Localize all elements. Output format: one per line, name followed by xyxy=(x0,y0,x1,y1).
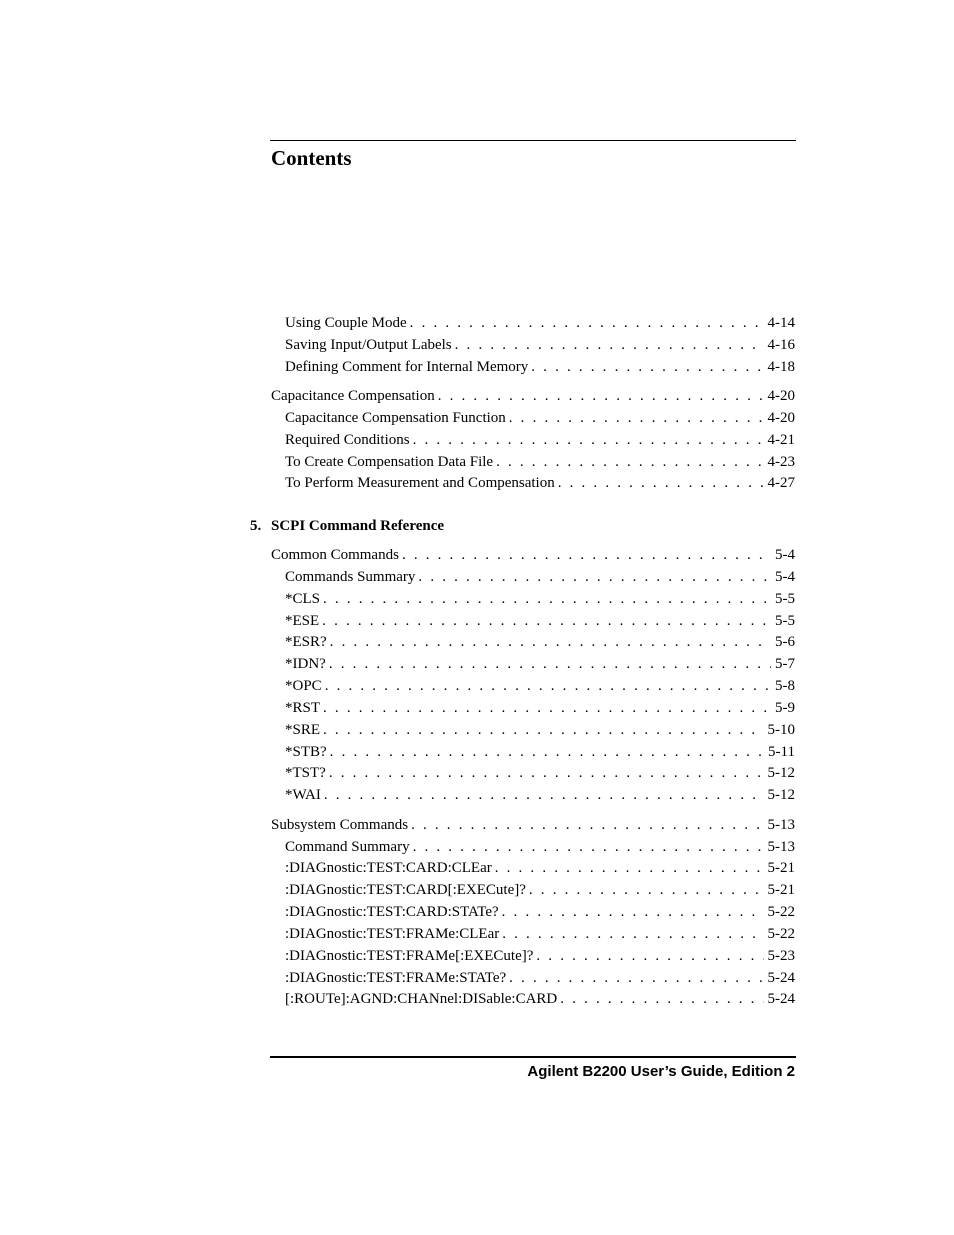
toc-entry[interactable] xyxy=(285,698,795,718)
toc-entry[interactable] xyxy=(285,335,795,355)
toc-entry-label: *WAI xyxy=(285,787,321,803)
toc-entry-page: 5-23 xyxy=(767,948,795,964)
toc-entry-page: 5-5 xyxy=(775,613,795,629)
toc-entry[interactable] xyxy=(285,946,795,966)
toc-leader-dots xyxy=(330,742,764,762)
toc-entry-page: 5-24 xyxy=(767,970,795,986)
toc-entry[interactable] xyxy=(285,968,795,988)
toc-entry[interactable] xyxy=(285,452,795,472)
toc-entry[interactable] xyxy=(285,430,795,450)
toc-entry-label: *ESE xyxy=(285,613,320,629)
toc-entry-page: 5-4 xyxy=(775,569,795,585)
toc-entry-page: 5-21 xyxy=(767,860,795,876)
toc-entry[interactable] xyxy=(285,763,795,783)
toc-entry[interactable] xyxy=(285,654,795,674)
toc-entry-label: To Perform Measurement and Compensation xyxy=(285,475,555,491)
toc-entry-page: 5-22 xyxy=(767,926,795,942)
toc-entry[interactable] xyxy=(285,924,795,944)
toc-entry[interactable] xyxy=(285,632,795,652)
toc-entry-page: 5-12 xyxy=(767,787,795,803)
toc-leader-dots xyxy=(496,452,763,472)
toc-leader-dots xyxy=(560,989,763,1009)
toc-leader-dots xyxy=(495,858,764,878)
footer-text: Agilent B2200 User’s Guide, Edition 2 xyxy=(527,1063,795,1080)
toc-entry-page: 5-9 xyxy=(775,700,795,716)
toc-leader-dots xyxy=(324,785,764,805)
toc-leader-dots xyxy=(502,902,764,922)
toc-leader-dots xyxy=(323,698,771,718)
toc-entry-label: *STB? xyxy=(285,744,327,760)
toc-entry-page: 5-13 xyxy=(767,817,795,833)
page-title: Contents xyxy=(271,146,352,170)
toc-entry-label: :DIAGnostic:TEST:CARD:STATe? xyxy=(285,904,499,920)
toc-leader-dots xyxy=(322,611,771,631)
toc-entry-page: 5-5 xyxy=(775,591,795,607)
toc-entry-label: Capacitance Compensation Function xyxy=(285,410,506,426)
toc-entry-label: To Create Compensation Data File xyxy=(285,454,494,470)
toc-entry[interactable] xyxy=(271,815,795,835)
toc-leader-dots xyxy=(330,632,771,652)
chapter-heading[interactable] xyxy=(250,516,444,536)
toc-entry[interactable] xyxy=(285,611,795,631)
toc-entry-label: *TST? xyxy=(285,765,326,781)
toc-leader-dots xyxy=(410,313,764,333)
toc-entry-label: Commands Summary xyxy=(285,569,416,585)
toc-entry[interactable] xyxy=(285,880,795,900)
toc-leader-dots xyxy=(323,720,763,740)
toc-entry-label: Saving Input/Output Labels xyxy=(285,337,452,353)
toc-entry-label: *RST xyxy=(285,700,321,716)
toc-entry[interactable] xyxy=(271,386,795,406)
toc-leader-dots xyxy=(329,654,771,674)
toc-entry-page: 4-18 xyxy=(767,359,795,375)
toc-entry-page: 5-10 xyxy=(767,722,795,738)
toc-leader-dots xyxy=(536,946,763,966)
toc-entry-label: *IDN? xyxy=(285,656,326,672)
toc-entry[interactable] xyxy=(285,313,795,333)
toc-entry-label: Command Summary xyxy=(285,839,410,855)
toc-entry-label: Defining Comment for Internal Memory xyxy=(285,359,529,375)
toc-entry-label: *SRE xyxy=(285,722,321,738)
toc-leader-dots xyxy=(323,589,771,609)
toc-entry[interactable] xyxy=(271,545,795,565)
toc-leader-dots xyxy=(509,968,763,988)
toc-entry-label: :DIAGnostic:TEST:FRAMe:STATe? xyxy=(285,970,507,986)
toc-entry-page: 4-27 xyxy=(767,475,795,491)
toc-entry[interactable] xyxy=(285,742,795,762)
toc-entry[interactable] xyxy=(285,720,795,740)
toc-entry-label: Using Couple Mode xyxy=(285,315,407,331)
toc-entry-page: 5-22 xyxy=(767,904,795,920)
toc-leader-dots xyxy=(558,473,764,493)
toc-entry-label: :DIAGnostic:TEST:FRAMe[:EXECute]? xyxy=(285,948,534,964)
toc-leader-dots xyxy=(529,880,764,900)
toc-entry-page: 4-14 xyxy=(767,315,795,331)
toc-leader-dots xyxy=(502,924,763,944)
footer-rule xyxy=(270,1056,796,1058)
toc-leader-dots xyxy=(438,386,764,406)
toc-leader-dots xyxy=(329,763,764,783)
toc-leader-dots xyxy=(413,837,764,857)
toc-entry[interactable] xyxy=(285,357,795,377)
toc-entry-page: 5-24 xyxy=(767,991,795,1007)
toc-entry[interactable] xyxy=(285,589,795,609)
toc-entry-label: [:ROUTe]:AGND:CHANnel:DISable:CARD xyxy=(285,991,558,1007)
chapter-title: SCPI Command Reference xyxy=(271,518,445,534)
toc-entry[interactable] xyxy=(285,567,795,587)
toc-entry-label: *CLS xyxy=(285,591,321,607)
toc-leader-dots xyxy=(413,430,764,450)
toc-entry-label: Required Conditions xyxy=(285,432,410,448)
toc-entry-page: 4-20 xyxy=(767,388,795,404)
toc-entry-page: 5-21 xyxy=(767,882,795,898)
toc-entry-page: 5-6 xyxy=(775,634,795,650)
toc-entry[interactable] xyxy=(285,408,795,428)
toc-entry-label: :DIAGnostic:TEST:CARD[:EXECute]? xyxy=(285,882,526,898)
toc-leader-dots xyxy=(531,357,763,377)
toc-entry[interactable] xyxy=(285,473,795,493)
toc-entry-label: Common Commands xyxy=(271,547,399,563)
toc-entry-page: 5-8 xyxy=(775,678,795,694)
toc-entry-label: *ESR? xyxy=(285,634,327,650)
toc-entry-page: 5-13 xyxy=(767,839,795,855)
chapter-number: 5. xyxy=(250,518,262,534)
toc-entry-page: 4-16 xyxy=(767,337,795,353)
toc-entry-page: 5-7 xyxy=(775,656,795,672)
toc-entry-page: 5-12 xyxy=(767,765,795,781)
toc-entry-label: Capacitance Compensation xyxy=(271,388,435,404)
header-rule xyxy=(270,140,796,141)
toc-leader-dots xyxy=(325,676,771,696)
toc-entry-page: 5-11 xyxy=(768,744,795,760)
toc-leader-dots xyxy=(509,408,764,428)
toc-entry-page: 4-23 xyxy=(767,454,795,470)
toc-entry[interactable] xyxy=(285,902,795,922)
toc-entry-label: Subsystem Commands xyxy=(271,817,409,833)
toc-entry[interactable] xyxy=(285,989,795,1009)
toc-leader-dots xyxy=(418,567,771,587)
toc-entry-label: :DIAGnostic:TEST:CARD:CLEar xyxy=(285,860,492,876)
toc-leader-dots xyxy=(402,545,771,565)
toc-leader-dots xyxy=(455,335,764,355)
toc-entry[interactable] xyxy=(285,785,795,805)
toc-entry-page: 4-20 xyxy=(767,410,795,426)
toc-entry[interactable] xyxy=(285,676,795,696)
toc-leader-dots xyxy=(411,815,763,835)
toc-entry-label: :DIAGnostic:TEST:FRAMe:CLEar xyxy=(285,926,500,942)
toc-entry-label: *OPC xyxy=(285,678,322,694)
toc-entry-page: 5-4 xyxy=(775,547,795,563)
toc-entry[interactable] xyxy=(285,837,795,857)
toc-entry-page: 4-21 xyxy=(767,432,795,448)
toc-entry[interactable] xyxy=(285,858,795,878)
